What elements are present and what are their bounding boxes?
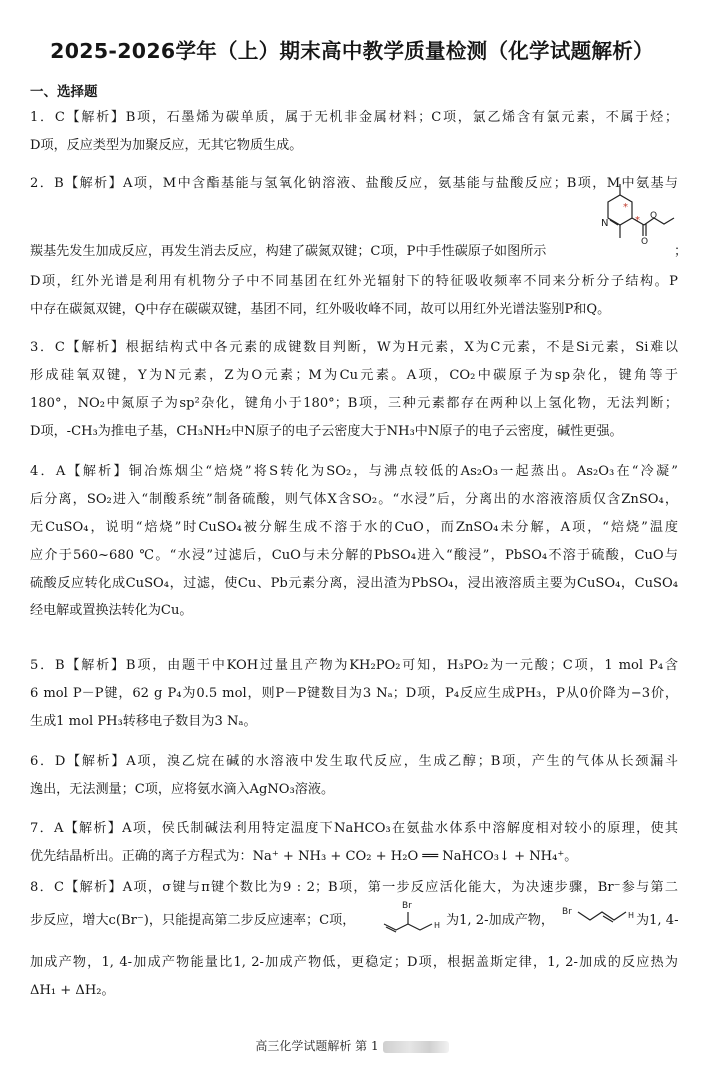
- q5-line-3: 生成1 mol PH₃转移电子数目为3 Nₐ。: [30, 713, 257, 729]
- product-1-2-addition: [380, 896, 448, 934]
- mol-br-label-2: Br: [562, 907, 572, 917]
- q2-line-4: 中存在碳氮双键，Q中存在碳碳双键，基团不同，红外吸收峰不同，故可以用红外光谱法鉴别P和Q。: [30, 301, 611, 317]
- q4-line-2: 后分离，SO₂进入“制酸系统”制备硫酸，则气体X含SO₂。“水浸”后，分离出的水溶液溶质仅含ZnSO₄，: [30, 491, 678, 507]
- q4-line-3: 无CuSO₄，说明“焙烧”时CuSO₄被分解生成不溶于水的CuO，而ZnSO₄未分解，A项，“焙烧”温度: [30, 519, 678, 535]
- question-1: [30, 104, 678, 160]
- footer-redacted-area: [383, 1041, 449, 1053]
- question-7: [30, 815, 678, 871]
- q4-line-1: 4．A【解析】铜冶炼烟尘“焙烧”将S转化为SO₂，与沸点较低的As₂O₃一起蒸出。As₂O₃在“冷凝”: [30, 464, 678, 479]
- q4-line-4: 应介于560~680 ℃。“水浸”过滤后，CuO与未分解的PbSO₄进入“酸浸”，PbSO₄不溶于硫酸，CuO与: [30, 547, 678, 563]
- chiral-star-1: *: [623, 202, 628, 213]
- q6-line-1: 6．D【解析】A项，溴乙烷在碱的水溶液中发生取代反应，生成乙醇；B项，产生的气体从长颈漏斗: [30, 754, 678, 769]
- q8-line-1: 8．C【解析】A项，σ键与π键个数比为9 : 2；B项，第一步反应活化能大，为决速步骤，Br⁻参与第二: [30, 880, 678, 895]
- question-2-continued: [30, 268, 678, 324]
- q3-line-3: 180°，NO₂中氮原子为sp²杂化，键角小于180°；B项，三种元素都存在两种以上氢化物，无法判断；: [30, 395, 678, 411]
- q1-line-2: D项，反应类型为加聚反应，无其它物质生成。: [30, 137, 303, 153]
- q2-line-2: 羰基先发生加成反应，再发生消去反应，构建了碳氮双键；C项，P中手性碳原子如图所示: [30, 244, 547, 259]
- q8-line-4: ΔH₁ + ΔH₂。: [30, 982, 115, 998]
- chiral-star-2: *: [635, 215, 640, 226]
- q2-line-1: 2．B【解析】A项，M中含酯基能与氢氧化钠溶液、盐酸反应，氨基能与盐酸反应；B项，M中氨基与: [30, 176, 678, 191]
- q1-line-1: 1．C【解析】B项，石墨烯为碳单质，属于无机非金属材料；C项，氯乙烯含有氯元素，不属于烃；: [30, 110, 678, 125]
- footer-text: 高三化学试题解析 第 1: [255, 1039, 379, 1053]
- q2-line-3: D项，红外光谱是利用有机物分子中不同基团在红外光辐射下的特征吸收频率不同来分析分子结构。P: [30, 274, 678, 289]
- q2-line-2-end: ；: [674, 244, 688, 259]
- page-title: 2025-2026学年（上）期末高中教学质量检测（化学试题解析）: [50, 39, 654, 63]
- q5-line-2: 6 mol P－P键，62 g P₄为0.5 mol，则P－P键数目为3 Nₐ；D项，P₄反应生成PH₃，P从0价降为−3价，: [30, 685, 678, 701]
- page-footer: [0, 1037, 704, 1054]
- question-5: [30, 652, 678, 736]
- q7-line-1: 7．A【解析】A项，侯氏制碱法利用特定温度下NaHCO₃在氨盐水体系中溶解度相对较小的原理，使其: [30, 821, 678, 836]
- q5-line-1: 5．B【解析】B项，由题干中KOH过量且产物为KH₂PO₂可知，H₃PO₂为一元酸；C项，1 mol P₄含: [30, 658, 678, 673]
- q4-line-6: 经电解或置换法转化为Cu。: [30, 603, 193, 619]
- q6-line-2: 逸出，无法测量；C项，应将氨水滴入AgNO₃溶液。: [30, 781, 335, 797]
- question-2-line-2: [30, 238, 590, 266]
- mol-h-label-2: H: [628, 911, 635, 920]
- q7-line-2: 优先结晶析出。正确的离子方程式为：Na⁺ + NH₃ + CO₂ + H₂O ══ NaHCO₃↓ + NH₄⁺。: [30, 848, 578, 864]
- mol-o-label-1: O: [650, 211, 658, 221]
- q3-line-1: 3．C【解析】根据结构式中各元素的成键数目判断，W为H元素，X为C元素，不是Si元素，Si难以: [30, 340, 678, 355]
- q4-line-5: 硫酸反应转化成CuSO₄，过滤，使Cu、Pb元素分离，浸出渣为PbSO₄，浸出液溶质主要为CuSO₄，CuSO₄: [30, 575, 678, 591]
- section-title: 一、选择题: [30, 84, 98, 100]
- mol-br-label-1: Br: [402, 901, 412, 911]
- q8-line-2-part-c: 为1, 4-: [636, 913, 679, 928]
- product-1-4-addition: [560, 900, 644, 930]
- molecule-p-structure: [586, 178, 686, 264]
- q8-line-2-part-a: 步反应，增大c(Br⁻)，只能提高第二步反应速率；C项，: [30, 913, 356, 928]
- q3-line-2: 形成硅氧双键，Y为N元素，Z为O元素；M为Cu元素。A项，CO₂中碳原子为sp杂化，键角等于: [30, 367, 678, 383]
- question-4: [30, 458, 678, 625]
- mol-o-label-2: O: [641, 237, 649, 247]
- question-8-continued: [30, 949, 678, 1005]
- q8-line-2-part-b: 为1, 2-加成产物，: [446, 913, 554, 928]
- question-3: [30, 334, 678, 446]
- q3-line-4: D项，-CH₃为推电子基，CH₃NH₂中N原子的电子云密度大于NH₃中N原子的电子云密度，碱性更强。: [30, 423, 623, 439]
- q8-line-3: 加成产物，1, 4-加成产物能量比1, 2-加成产物低，更稳定；D项，根据盖斯定律，1, 2-加成的反应热为: [30, 955, 678, 970]
- question-6: [30, 748, 678, 804]
- question-2: [30, 170, 678, 198]
- question-8: [30, 874, 678, 902]
- mol-h-label-1: H: [434, 921, 441, 930]
- mol-n-label: N: [601, 218, 609, 229]
